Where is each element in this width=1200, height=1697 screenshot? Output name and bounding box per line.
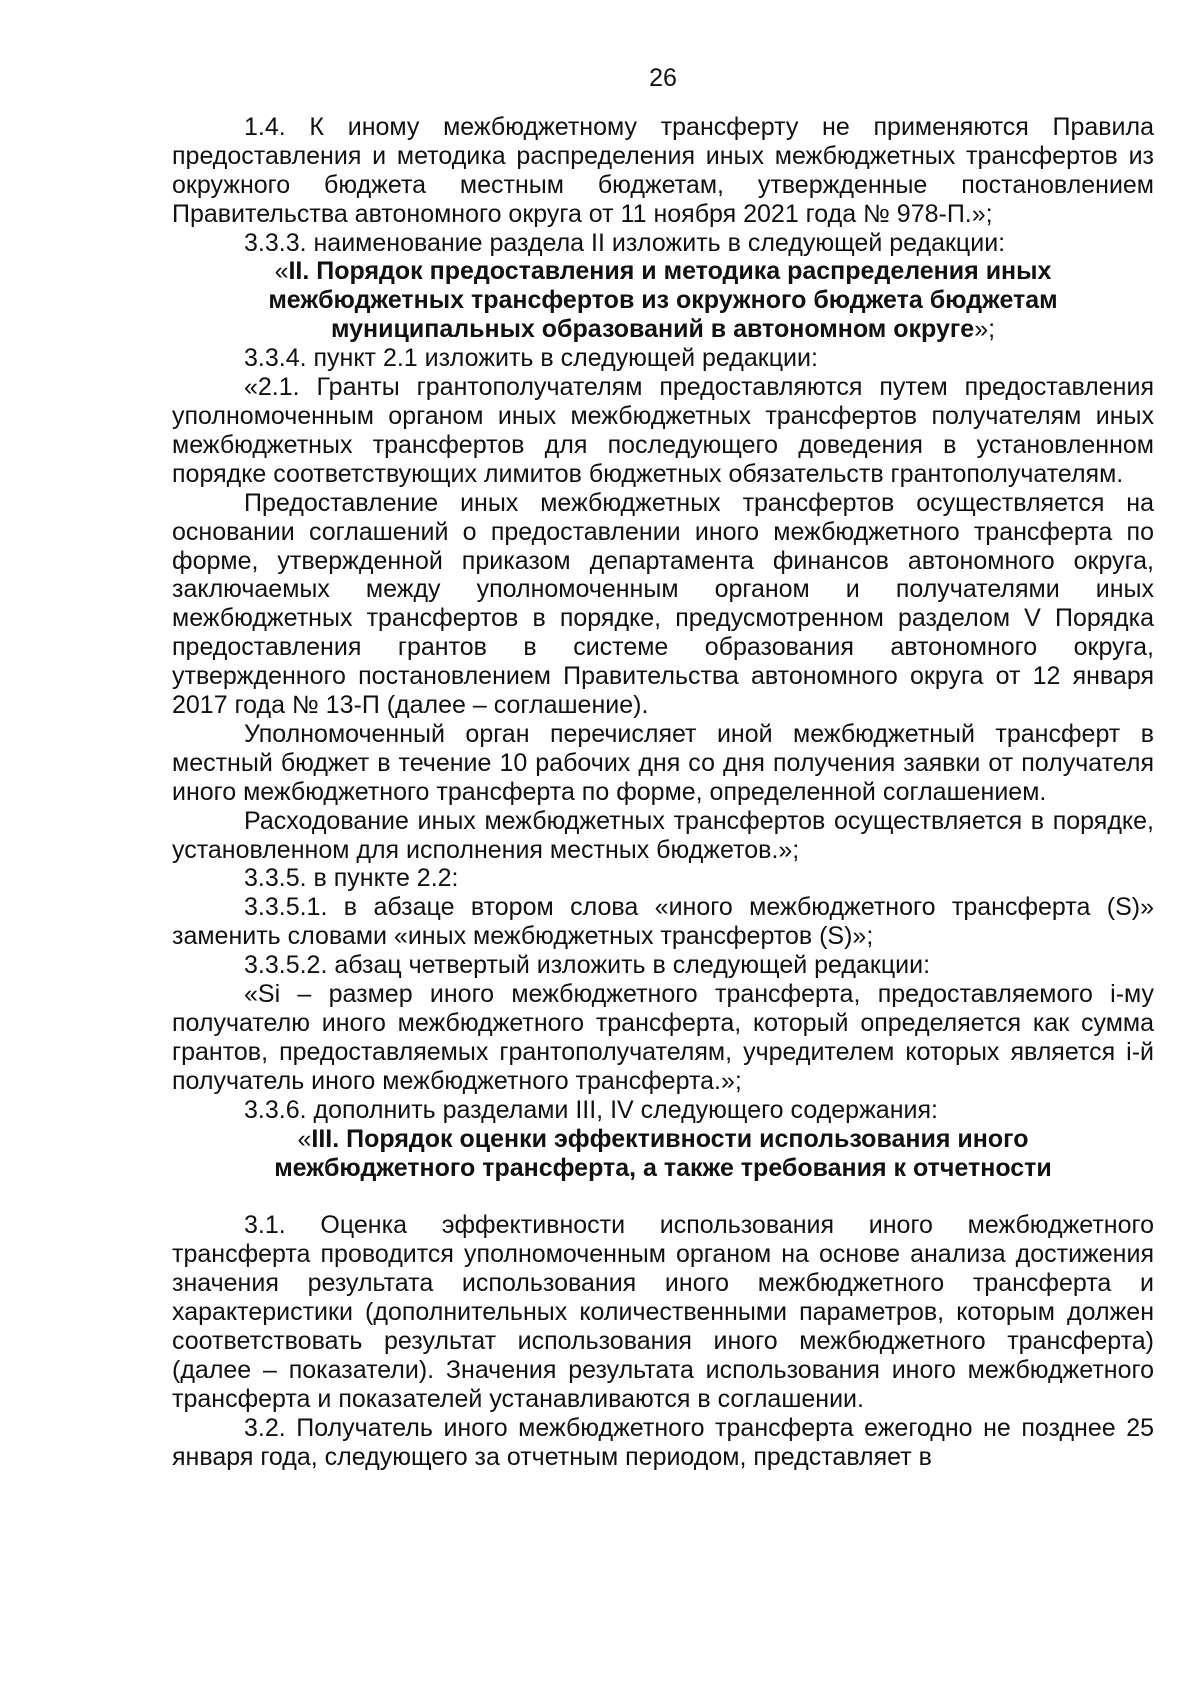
paragraph-3-1: 3.1. Оценка эффективности использования иного межбюджетного трансферта проводится уполномоченным органом на основе анализа достижения значения результата использования иного межбюджетного трансферта и характеристики (дополнительных количественными параметров, которым должен соответствовать результат использования иного межбюджетного трансферта) (далее – показатели). Значения результата использования иного межбюджетного трансферта и показателей устанавливаются в соглашении. [172,1211,1154,1413]
paragraph-3-3-5: 3.3.5. в пункте 2.2: [244,864,459,893]
paragraph-3-3-6: 3.3.6. дополнить разделами III, IV следующего содержания: [244,1095,938,1124]
paragraph-transfer: Уполномоченный орган перечисляет иной межбюджетный трансферт в местный бюджет в течение 10 рабочих дня со дня получения заявки от получателя иного межбюджетного трансферта по форме, определенной соглашением. [172,719,1154,806]
heading-close-quote: »; [974,315,996,344]
paragraph-3-3-5-1: 3.3.5.1. в абзаце втором слова «иного межбюджетного трансферта (S)» заменить словами «иных межбюджетных трансфертов (S)»; [172,893,1154,951]
section-2-title: II. Порядок предоставления и методика распределения иных межбюджетных трансфертов из окружного бюджета бюджетам муниципальных образований в автономном округе [268,257,1058,344]
paragraph-3-3-4: 3.3.4. пункт 2.1 изложить в следующей редакции: [244,344,818,373]
paragraph-provision: Предоставление иных межбюджетных трансфертов осуществляется на основании соглашений о предоставлении иного межбюджетного трансферта по форме, утвержденной приказом департамента финансов автономного округа, заключаемых между уполномоченным органом и получателями иных межбюджетных трансфертов в порядке, предусмотренном разделом V Порядка предоставления грантов в системе образования автономного округа, утвержденного постановлением Правительства автономного округа от 12 января 2017 года № 13-П (далее – соглашение). [172,488,1154,720]
paragraph-3-3-3: 3.3.3. наименование раздела II изложить в следующей редакции: [244,228,1006,257]
paragraph-3-3-5-2: 3.3.5.2. абзац четвертый изложить в следующей редакции: [244,951,931,980]
spacer [172,1182,1154,1211]
paragraph-1-4: 1.4. К иному межбюджетному трансферту не применяются Правила предоставления и методика распределения иных межбюджетных трансфертов из окружного бюджета местным бюджетам, утвержденные постановлением Правительства автономного округа от 11 ноября 2021 года № 978-П.»; [172,112,1154,228]
section-3-title: III. Порядок оценки эффективности использования иного межбюджетного трансферта, а также требования к отчетности [274,1124,1052,1182]
document-page [172,64,1154,1472]
section-3-heading [172,1125,1154,1183]
heading-open-quote: « [274,257,289,286]
paragraph-spending: Расходование иных межбюджетных трансфертов осуществляется в порядке, установленном для исполнения местных бюджетов.»; [172,806,1154,864]
paragraph-3-2: 3.2. Получатель иного межбюджетного трансферта ежегодно не позднее 25 января года, следующего за отчетным периодом, представляет в [172,1413,1154,1471]
section-2-heading [172,257,1154,344]
page-number: 26 [649,64,677,92]
paragraph-si: «Si – размер иного межбюджетного трансферта, предоставляемого i-му получателю иного межбюджетного трансферта, который определяется как сумма грантов, предоставляемых грантополучателям, учредителем которых является i-й получатель иного межбюджетного трансферта.»; [172,980,1154,1095]
heading-open-quote: « [297,1124,312,1153]
paragraph-2-1: «2.1. Гранты грантополучателям предоставляются путем предоставления уполномоченным органом иных межбюджетных трансфертов получателям иных межбюджетных трансфертов для последующего доведения в установленном порядке соответствующих лимитов бюджетных обязательств грантополучателям. [172,373,1154,488]
